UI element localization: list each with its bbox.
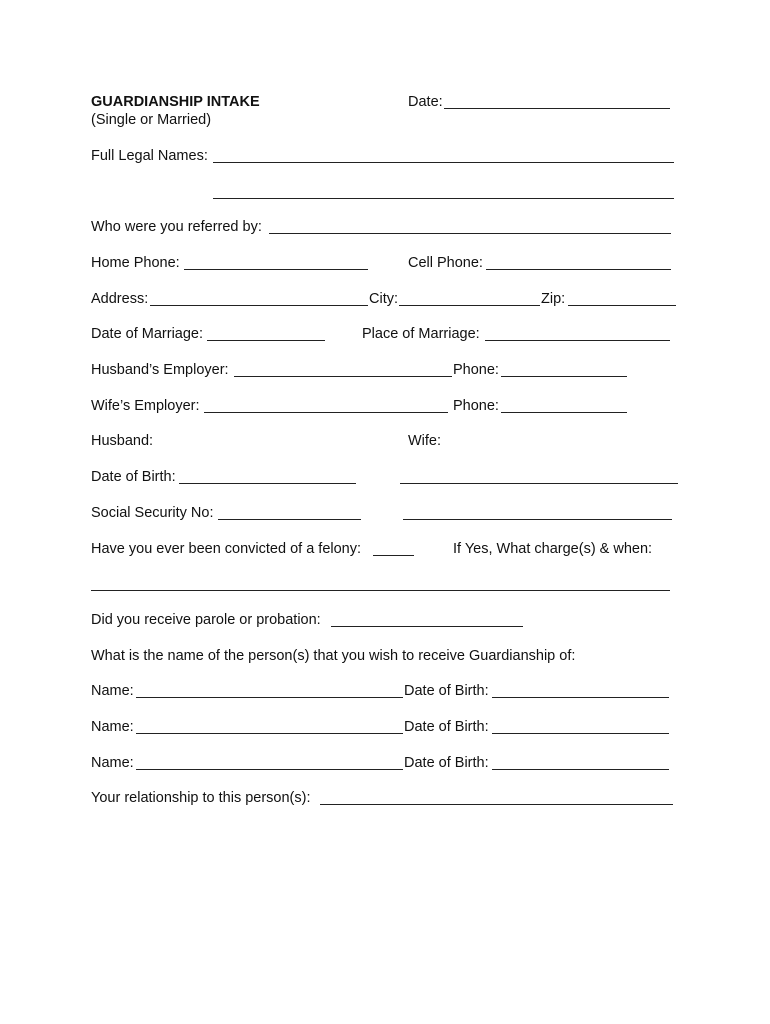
relationship-field[interactable] bbox=[320, 804, 673, 805]
city-field[interactable] bbox=[399, 305, 540, 306]
referred-by-field[interactable] bbox=[269, 233, 671, 234]
ward-name-label: Name: bbox=[91, 683, 134, 699]
parole-label: Did you receive parole or probation: bbox=[91, 612, 321, 628]
ward-name-label: Name: bbox=[91, 719, 134, 735]
ward-dob-label: Date of Birth: bbox=[404, 683, 489, 699]
city-label: City: bbox=[369, 291, 398, 307]
husband-employer-field[interactable] bbox=[234, 376, 452, 377]
full-legal-names-field-2[interactable] bbox=[213, 198, 674, 199]
husband-ssn-field[interactable] bbox=[218, 519, 361, 520]
form-title: GUARDIANSHIP INTAKE bbox=[91, 94, 260, 110]
date-field[interactable] bbox=[444, 108, 670, 109]
ward-dob-field[interactable] bbox=[492, 697, 669, 698]
husband-dob-field[interactable] bbox=[179, 483, 356, 484]
ward-dob-field[interactable] bbox=[492, 733, 669, 734]
ward-dob-label: Date of Birth: bbox=[404, 755, 489, 771]
zip-label: Zip: bbox=[541, 291, 566, 307]
wife-employer-phone-label: Phone: bbox=[453, 398, 499, 414]
date-of-marriage-field[interactable] bbox=[207, 340, 325, 341]
relationship-label: Your relationship to this person(s): bbox=[91, 790, 311, 806]
ward-dob-label: Date of Birth: bbox=[404, 719, 489, 735]
address-label: Address: bbox=[91, 291, 149, 307]
home-phone-label: Home Phone: bbox=[91, 255, 180, 271]
ward-name-label: Name: bbox=[91, 755, 134, 771]
ward-dob-field[interactable] bbox=[492, 769, 669, 770]
felony-charge-label: If Yes, What charge(s) & when: bbox=[453, 541, 653, 557]
place-of-marriage-field[interactable] bbox=[485, 340, 670, 341]
felony-label: Have you ever been convicted of a felony: bbox=[91, 541, 362, 557]
date-of-birth-label: Date of Birth: bbox=[91, 469, 176, 485]
zip-field[interactable] bbox=[568, 305, 676, 306]
full-legal-names-field[interactable] bbox=[213, 162, 674, 163]
husband-employer-label: Husband’s Employer: bbox=[91, 362, 229, 378]
wife-dob-field[interactable] bbox=[400, 483, 678, 484]
address-field[interactable] bbox=[150, 305, 368, 306]
ward-name-field[interactable] bbox=[136, 697, 403, 698]
ward-name-field[interactable] bbox=[136, 769, 403, 770]
cell-phone-field[interactable] bbox=[486, 269, 671, 270]
date-of-marriage-label: Date of Marriage: bbox=[91, 326, 204, 342]
form-subtitle: (Single or Married) bbox=[91, 112, 212, 128]
guardianship-question: What is the name of the person(s) that you wish to receive Guardianship of: bbox=[91, 648, 576, 664]
place-of-marriage-label: Place of Marriage: bbox=[362, 326, 480, 342]
wife-label: Wife: bbox=[408, 433, 442, 449]
home-phone-field[interactable] bbox=[184, 269, 368, 270]
husband-employer-phone-field[interactable] bbox=[501, 376, 627, 377]
ssn-label: Social Security No: bbox=[91, 505, 214, 521]
felony-field[interactable] bbox=[373, 555, 414, 556]
felony-charge-field[interactable] bbox=[91, 590, 670, 591]
ward-name-field[interactable] bbox=[136, 733, 403, 734]
cell-phone-label: Cell Phone: bbox=[408, 255, 483, 271]
wife-employer-field[interactable] bbox=[204, 412, 448, 413]
wife-employer-label: Wife’s Employer: bbox=[91, 398, 200, 414]
husband-label: Husband: bbox=[91, 433, 154, 449]
full-legal-names-label: Full Legal Names: bbox=[91, 148, 208, 164]
wife-ssn-field[interactable] bbox=[403, 519, 672, 520]
wife-employer-phone-field[interactable] bbox=[501, 412, 627, 413]
referred-by-label: Who were you referred by: bbox=[91, 219, 262, 235]
parole-field[interactable] bbox=[331, 626, 523, 627]
husband-employer-phone-label: Phone: bbox=[453, 362, 499, 378]
date-label: Date: bbox=[408, 94, 443, 110]
